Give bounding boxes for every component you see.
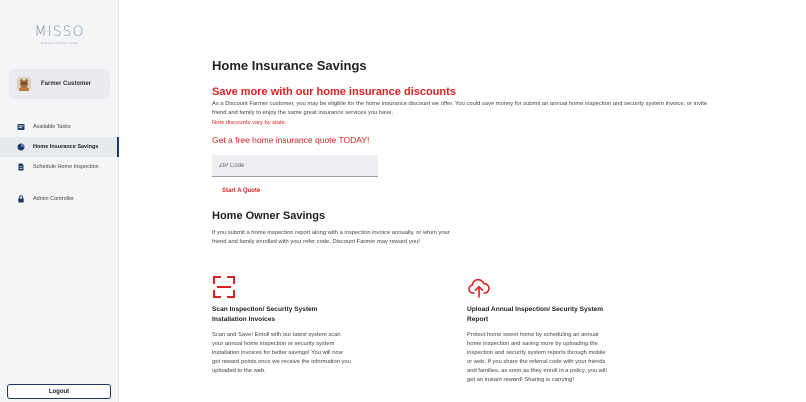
user-profile[interactable] — [9, 69, 110, 99]
start-quote-button[interactable]: Start A Quote — [222, 188, 261, 194]
avatar — [17, 77, 31, 91]
sidebar-item-label: Home Insurance Savings — [33, 144, 99, 150]
savings-description: If you submit a home inspection report along with a inspection invoice annually, or when your friend and family enrolled with your refer code, Discount Farmer may reward you! — [212, 230, 450, 245]
profile-name: Farmer Customer — [41, 81, 92, 87]
sidebar-nav — [0, 117, 119, 209]
scan-icon — [212, 275, 236, 299]
document-icon — [17, 163, 25, 171]
scan-invoices-card — [212, 275, 352, 376]
card-title: Scan Inspection/ Security System Installation Invoices — [212, 306, 318, 323]
card-title: Upload Annual Inspection/ Security System Report — [467, 306, 604, 323]
sidebar-item-label: Admin Controller — [33, 196, 74, 202]
page-title: Home Insurance Savings — [212, 58, 367, 73]
discount-headline: Save more with our home insurance discounts — [212, 86, 456, 98]
sidebar-item-schedule-home-inspection[interactable] — [0, 157, 119, 177]
sidebar-item-label: Schedule Home Inspection — [33, 164, 99, 170]
sidebar-item-label: Available Tasks — [33, 124, 71, 130]
pie-chart-icon — [17, 143, 25, 151]
sidebar — [0, 0, 119, 402]
savings-title: Home Owner Savings — [212, 210, 326, 222]
brand-name: MISSO — [34, 24, 85, 40]
upload-report-card — [467, 275, 607, 385]
sidebar-item-available-tasks[interactable] — [0, 117, 119, 137]
logout-button[interactable]: Logout — [7, 384, 111, 399]
brand-logo[interactable] — [0, 24, 119, 45]
intro-text: As a Discount Farmer customer, you may be eligible for the home insurance discount we offer. You could save money for submit an annual home inspection and security system invoice, or invite friend and family to enjoy the same great insurance services you have. — [212, 101, 708, 116]
quote-heading: Get a free home insurance quote TODAY! — [212, 135, 370, 145]
sidebar-item-home-insurance-savings[interactable] — [0, 137, 119, 157]
discount-note: Note discounts vary by state. — [212, 120, 287, 126]
brand-tagline: Discount Farmer Portal — [40, 41, 79, 45]
tasks-icon — [17, 123, 25, 131]
zip-code-input[interactable] — [212, 155, 378, 177]
lock-icon — [17, 195, 25, 203]
card-text: Protect home sweet home by scheduling an annual home inspection and saving more by uploading the inspection and security system reports through mobile or web. If you share the referral code with your friends and families, as soon as they enroll in a policy, you will get an instant reward! Sharing is carrying! — [467, 332, 607, 383]
card-text: Scan and Save! Enroll with our latest system scan your annual home inspection or security system installation invoices for better savings! You will now get reward points once we receive the information you uploaded to the web. — [212, 332, 351, 374]
sidebar-item-admin-controller[interactable] — [0, 189, 119, 209]
cloud-upload-icon — [467, 275, 491, 299]
